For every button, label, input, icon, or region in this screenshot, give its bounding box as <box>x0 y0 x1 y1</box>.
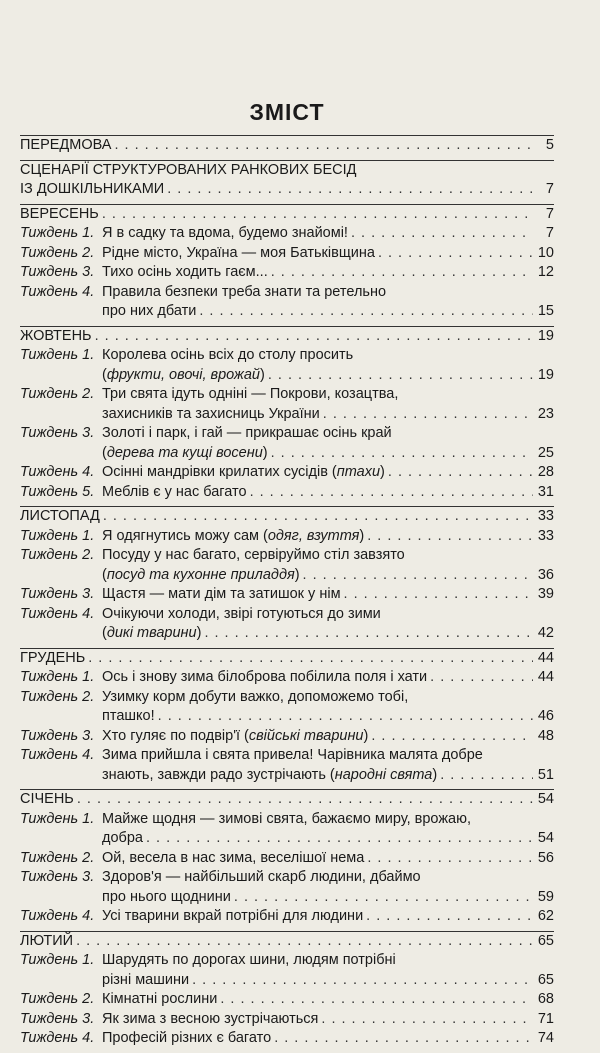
entry-title-italic: одяг, взуття <box>267 527 360 544</box>
week-label: Тиждень 5. <box>20 483 95 500</box>
toc-entry[interactable] <box>20 546 554 566</box>
leader-dots <box>366 907 533 927</box>
week-label: Тиждень 2. <box>20 547 95 563</box>
page-number: 54 <box>537 830 554 846</box>
entry-title-italic: фрукти, овочі, врожай <box>106 366 260 383</box>
leader-dots <box>192 971 533 991</box>
table-of-contents <box>20 135 554 1053</box>
leader-dots <box>271 444 533 464</box>
page-number: 62 <box>537 908 554 924</box>
entry-title-part: ) <box>196 625 202 641</box>
section-heading: ЛЮТИЙ <box>20 932 74 949</box>
leader-dots <box>323 405 533 425</box>
leader-dots <box>303 566 533 586</box>
section-gap <box>20 1049 554 1053</box>
entry-title: добра <box>102 830 143 846</box>
section-heading: СІЧЕНЬ <box>20 791 74 807</box>
toc-entry[interactable] <box>20 868 554 888</box>
toc-entry[interactable] <box>20 136 554 156</box>
toc-entry[interactable] <box>20 727 554 747</box>
toc-entry[interactable] <box>20 649 554 669</box>
entry-title-part: Осінні мандрівки крилатих сусідів ( <box>102 464 337 480</box>
entry-title-italic: свійські тварини <box>248 727 364 744</box>
section-heading: ГРУДЕНЬ <box>20 649 86 666</box>
toc-entry[interactable] <box>20 585 554 605</box>
page-number: 7 <box>545 225 554 241</box>
page-number: 5 <box>545 137 554 153</box>
page-number: 19 <box>537 366 554 383</box>
week-label: Тиждень 3. <box>20 586 95 602</box>
page-number: 25 <box>537 444 554 461</box>
leader-dots <box>167 180 533 200</box>
section-heading: ЖОВТЕНЬ <box>20 327 92 344</box>
entry-title: Ось і знову зима білоброва побілила поля і хати <box>102 669 428 685</box>
week-label: Тиждень 1. <box>20 810 95 827</box>
entry-title-part: Я одягнутись можу сам ( <box>102 527 268 544</box>
toc-entry[interactable] <box>20 951 554 971</box>
page-number: 31 <box>537 483 554 500</box>
week-label: Тиждень 2. <box>20 991 95 1007</box>
toc-entry[interactable] <box>20 907 554 927</box>
page-number: 65 <box>537 971 554 988</box>
page-number: 65 <box>537 932 554 949</box>
page-number: 42 <box>537 625 554 641</box>
entry-title: Кімнатні рослини <box>102 991 218 1007</box>
week-label: Тиждень 4. <box>20 1030 95 1046</box>
week-label: Тиждень 1. <box>20 527 95 544</box>
toc-entry[interactable] <box>20 971 554 991</box>
toc-section <box>20 648 554 790</box>
week-label: Тиждень 2. <box>20 849 95 866</box>
entry-title: Очікуючи холоди, звірі готуються до зими <box>102 605 381 622</box>
toc-entry[interactable] <box>20 605 554 625</box>
entry-title: Я в садку та вдома, будемо знайомі! <box>102 225 348 241</box>
entry-title: Як зима з весною зустрічаються <box>102 1010 319 1027</box>
leader-dots <box>274 1029 533 1049</box>
leader-dots <box>114 136 533 156</box>
entry-title-part: ) <box>363 727 369 744</box>
section-heading: ВЕРЕСЕНЬ <box>20 205 99 222</box>
toc-entry[interactable] <box>20 790 554 810</box>
toc-entry[interactable] <box>20 1010 554 1030</box>
leader-dots <box>103 507 533 527</box>
toc-entry[interactable] <box>20 566 554 586</box>
entry-title: Майже щодня — зимові свята, бажаємо миру, врожаю, <box>102 810 471 827</box>
page-title: ЗМІСТ <box>249 99 325 125</box>
page-number: 44 <box>537 649 554 666</box>
page-number: 19 <box>537 327 554 344</box>
toc-entry[interactable] <box>20 224 554 244</box>
entry-title: Усі тварини вкрай потрібні для людини <box>102 908 364 924</box>
entry-title: Зима прийшла і свята привела! Чарівника малята добре <box>102 747 483 763</box>
leader-dots <box>371 727 533 747</box>
toc-entry[interactable] <box>20 668 554 688</box>
leader-dots <box>204 624 533 644</box>
leader-dots <box>234 888 533 908</box>
leader-dots <box>378 244 533 264</box>
week-label: Тиждень 4. <box>20 605 95 622</box>
leader-dots <box>76 932 533 952</box>
leader-dots <box>321 1010 533 1030</box>
leader-dots <box>220 990 533 1010</box>
entry-title: про них дбати <box>102 303 197 319</box>
leader-dots <box>440 766 533 786</box>
entry-title: різні машини <box>102 971 190 988</box>
week-label: Тиждень 3. <box>20 425 95 441</box>
entry-title-italic: посуд та кухонне приладдя <box>106 566 295 583</box>
leader-dots <box>367 849 533 869</box>
entry-title: Узимку корм добути важко, допоможемо тобі, <box>102 688 409 705</box>
entry-title: Золоті і парк, і гай — прикрашає осінь край <box>102 425 392 441</box>
toc-section <box>20 931 554 1053</box>
entry-title: Меблів є у нас багато <box>102 483 247 500</box>
entry-title-part: ( <box>102 566 107 583</box>
entry-title-italic: дерева та кущі восени <box>106 444 263 461</box>
page-number: 54 <box>537 791 554 807</box>
entry-title: Три свята ідуть одніні — Покрови, козацтва, <box>102 386 399 402</box>
leader-dots <box>250 483 533 503</box>
page-number: 10 <box>537 244 554 261</box>
entry-title: пташко! <box>102 708 155 724</box>
toc-entry[interactable] <box>20 829 554 849</box>
toc-entry[interactable] <box>20 932 554 952</box>
page-number: 33 <box>537 527 554 544</box>
toc-entry[interactable] <box>20 507 554 527</box>
entry-title-part: знають, завжди радо зустрічають ( <box>102 766 335 783</box>
entry-title-italic: птахи <box>336 464 381 480</box>
leader-dots <box>158 707 533 727</box>
entry-title: Здоров'я — найбільший скарб людини, дбаймо <box>102 869 421 885</box>
entry-title <box>102 366 265 386</box>
entry-title: Шарудять по дорогах шини, людям потрібні <box>102 952 396 968</box>
week-label: Тиждень 4. <box>20 283 95 300</box>
entry-title <box>102 527 364 547</box>
entry-title <box>102 727 368 747</box>
leader-dots <box>88 649 533 669</box>
page-number: 48 <box>537 727 554 744</box>
toc-entry[interactable] <box>20 849 554 869</box>
toc-entry[interactable] <box>20 888 554 908</box>
week-label: Тиждень 4. <box>20 464 95 480</box>
week-label: Тиждень 3. <box>20 264 95 280</box>
toc-entry[interactable] <box>20 688 554 708</box>
toc-section <box>20 135 554 160</box>
entry-title-italic: народні свята <box>334 766 433 783</box>
toc-section <box>20 326 554 507</box>
week-label: Тиждень 3. <box>20 869 95 885</box>
entry-title <box>102 624 201 644</box>
page-number: 33 <box>537 508 554 524</box>
toc-entry[interactable] <box>20 346 554 366</box>
toc-section <box>20 204 554 326</box>
toc-entry[interactable] <box>20 527 554 547</box>
entry-title: Щастя — мати дім та затишок у нім <box>102 586 341 602</box>
page-number: 51 <box>537 766 554 783</box>
page-number: 28 <box>537 464 554 480</box>
toc-section <box>20 506 554 648</box>
entry-title <box>102 463 385 483</box>
toc-entry[interactable] <box>20 180 554 200</box>
toc-entry[interactable] <box>20 405 554 425</box>
page-number: 23 <box>537 405 554 422</box>
toc-entry[interactable] <box>20 366 554 386</box>
toc-entry[interactable] <box>20 746 554 766</box>
leader-dots <box>430 668 533 688</box>
entry-title: Правила безпеки треба знати та ретельно <box>102 283 387 300</box>
entry-title <box>102 444 268 464</box>
toc-entry[interactable] <box>20 1029 554 1049</box>
leader-dots <box>268 366 533 386</box>
toc-entry[interactable] <box>20 161 554 181</box>
page-number: 44 <box>537 669 554 685</box>
toc-entry[interactable] <box>20 424 554 444</box>
toc-entry[interactable] <box>20 302 554 322</box>
week-label: Тиждень 3. <box>20 727 95 744</box>
toc-entry[interactable] <box>20 205 554 225</box>
week-label: Тиждень 1. <box>20 225 95 241</box>
page-number: 15 <box>537 303 554 319</box>
section-heading: ІЗ ДОШКІЛЬНИКАМИ <box>20 181 165 197</box>
toc-entry[interactable] <box>20 707 554 727</box>
toc-entry[interactable] <box>20 327 554 347</box>
toc-entry[interactable] <box>20 463 554 483</box>
entry-title: Професій різних є багато <box>102 1030 272 1046</box>
toc-entry[interactable] <box>20 283 554 303</box>
week-label: Тиждень 2. <box>20 244 95 261</box>
leader-dots <box>388 463 533 483</box>
toc-section <box>20 789 554 931</box>
page-number: 74 <box>537 1030 554 1046</box>
week-label: Тиждень 3. <box>20 1010 95 1027</box>
leader-dots <box>146 829 533 849</box>
entry-title: Королева осінь всіх до столу просить <box>102 347 354 363</box>
entry-title: захисників та захисниць України <box>102 405 320 422</box>
leader-dots <box>344 585 533 605</box>
leader-dots <box>271 263 533 283</box>
entry-title: Тихо осінь ходить гаєм... <box>102 264 268 280</box>
page-number: 56 <box>537 849 554 866</box>
entry-title-part: ) <box>294 566 300 583</box>
entry-title-part: ( <box>102 625 107 641</box>
leader-dots <box>95 327 533 347</box>
leader-dots <box>367 527 533 547</box>
entry-title <box>102 766 437 786</box>
entry-title <box>102 566 300 586</box>
toc-entry[interactable] <box>20 766 554 786</box>
page-number: 36 <box>537 566 554 583</box>
page-number: 7 <box>545 181 554 197</box>
section-heading: СЦЕНАРІЇ СТРУКТУРОВАНИХ РАНКОВИХ БЕСІД <box>20 161 357 178</box>
entry-title: Посуду у нас багато, сервіруймо стіл завзято <box>102 547 405 563</box>
toc-entry[interactable] <box>20 385 554 405</box>
section-heading: ЛИСТОПАД <box>20 508 100 524</box>
entry-title-part: Хто гуляє по подвір'ї ( <box>102 727 249 744</box>
entry-title: Рідне місто, Україна — моя Батьківщина <box>102 244 375 261</box>
toc-section <box>20 160 554 204</box>
entry-title-part: ) <box>262 444 268 461</box>
page-number: 7 <box>545 205 554 222</box>
entry-title: про нього щоднини <box>102 888 231 905</box>
entry-title: Ой, весела в нас зима, веселішої нема <box>102 849 365 866</box>
page-number: 12 <box>537 264 554 280</box>
week-label: Тиждень 1. <box>20 952 95 968</box>
toc-entry[interactable] <box>20 624 554 644</box>
page-number: 68 <box>537 991 554 1007</box>
toc-entry[interactable] <box>20 990 554 1010</box>
toc-entry[interactable] <box>20 483 554 503</box>
toc-entry[interactable] <box>20 263 554 283</box>
entry-title-italic: дикі тварини <box>106 625 197 641</box>
page-number: 71 <box>537 1010 554 1027</box>
week-label: Тиждень 4. <box>20 908 95 924</box>
week-label: Тиждень 2. <box>20 386 95 402</box>
entry-title-part: ( <box>102 366 107 383</box>
entry-title-part: ) <box>260 366 265 383</box>
week-label: Тиждень 2. <box>20 688 95 705</box>
week-label: Тиждень 1. <box>20 347 95 363</box>
week-label: Тиждень 1. <box>20 669 95 685</box>
week-label: Тиждень 4. <box>20 747 95 763</box>
entry-title-part: ) <box>380 464 385 480</box>
page-number: 46 <box>537 708 554 724</box>
section-heading: ПЕРЕДМОВА <box>20 137 112 153</box>
leader-dots <box>351 224 533 244</box>
toc-entry[interactable] <box>20 444 554 464</box>
leader-dots <box>77 790 533 810</box>
entry-title-part: ) <box>432 766 438 783</box>
leader-dots <box>199 302 533 322</box>
page-number: 39 <box>537 586 554 602</box>
leader-dots <box>102 205 533 225</box>
toc-entry[interactable] <box>20 244 554 264</box>
entry-title-part: ( <box>102 444 107 461</box>
toc-entry[interactable] <box>20 810 554 830</box>
page-number: 59 <box>537 888 554 905</box>
entry-title-part: ) <box>359 527 365 544</box>
